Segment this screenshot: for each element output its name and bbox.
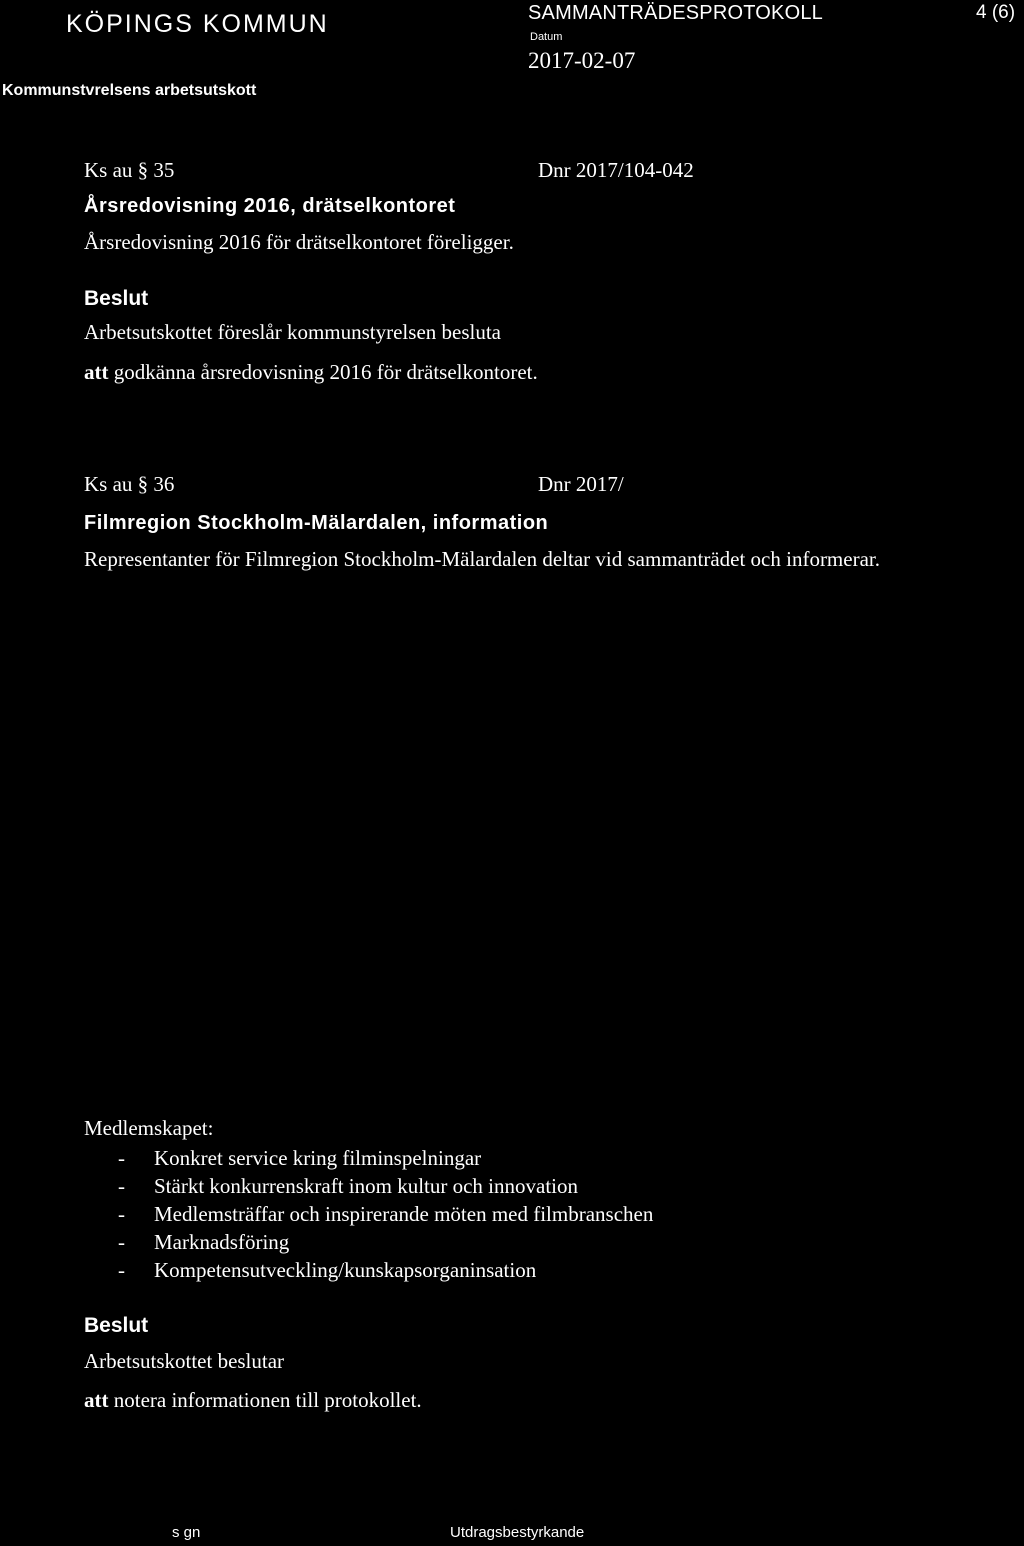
list-item: - Stärkt konkurrenskraft inom kultur och innovation <box>118 1174 579 1198</box>
decision-text-36: notera informationen till protokollet. <box>113 1388 422 1412</box>
att-label-36: att <box>84 1388 109 1412</box>
decision-heading-35: Beslut <box>84 287 149 310</box>
committee-name: Kommunstvrelsens arbetsutskott <box>2 82 257 99</box>
paragraph-text-35: Årsredovisning 2016 för drätselkontoret föreligger. <box>84 230 514 254</box>
decision-intro-35: Arbetsutskottet föreslår kommunstyrelsen besluta <box>84 320 501 344</box>
date-label: Datum <box>530 31 563 43</box>
footer-signatures: s gn <box>172 1524 201 1541</box>
list-item: - Medlemsträffar och inspirerande möten med filmbranschen <box>118 1202 654 1226</box>
membership-list <box>84 1144 653 1284</box>
decision-text-35: godkänna årsredovisning 2016 för drätselkontoret. <box>113 360 538 384</box>
att-label-35: att <box>84 360 109 384</box>
decision-heading-36: Beslut <box>84 1314 149 1337</box>
paragraph-title-36: Filmregion Stockholm-Mälardalen, information <box>84 512 549 534</box>
date-value: 2017-02-07 <box>528 48 636 73</box>
paragraph-title-35: Årsredovisning 2016, drätselkontoret <box>84 195 456 217</box>
list-item: - Marknadsföring <box>118 1230 290 1254</box>
list-item: - Kompetensutveckling/kunskapsorganinsation <box>118 1258 537 1282</box>
dnr-35: Dnr 2017/104-042 <box>538 158 694 182</box>
footer-extract: Utdragsbestyrkande <box>450 1524 585 1541</box>
membership-heading: Medlemskapet: <box>84 1116 214 1140</box>
list-item: - Konkret service kring filminspelningar <box>118 1146 482 1170</box>
decision-line-35 <box>84 359 538 385</box>
paragraph-ref-35: Ks au § 35 <box>84 158 175 182</box>
page-number: 4 (6) <box>976 2 1016 23</box>
municipality-name: KÖPINGS KOMMUN <box>66 10 329 38</box>
decision-line-36 <box>84 1387 422 1413</box>
paragraph-ref-36: Ks au § 36 <box>84 472 175 496</box>
dnr-36: Dnr 2017/ <box>538 472 624 496</box>
decision-intro-36: Arbetsutskottet beslutar <box>84 1349 285 1373</box>
paragraph-text-36: Representanter för Filmregion Stockholm-Mälardalen deltar vid sammanträdet och informerar. <box>84 547 880 571</box>
document-type: SAMMANTRÄDESPROTOKOLL <box>528 2 824 24</box>
